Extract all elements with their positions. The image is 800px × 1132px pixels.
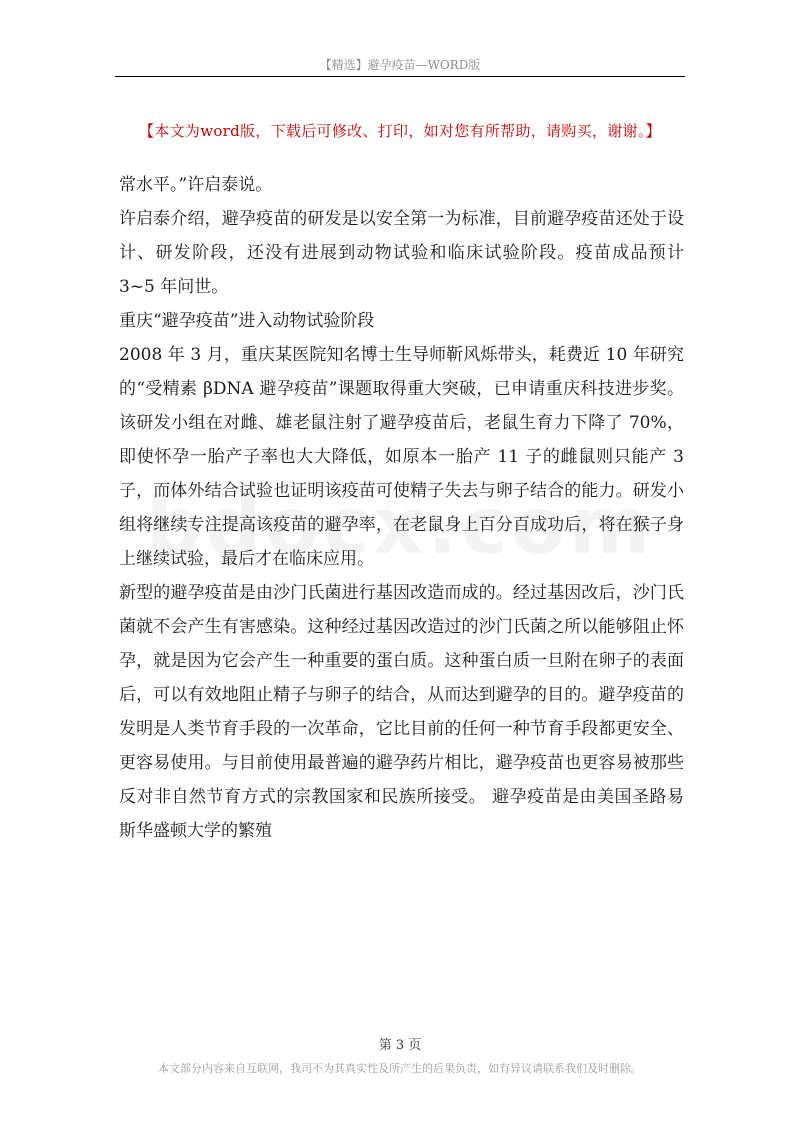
- page-footer: 本文部分内容来自互联网，我司不为其真实性及所产生的后果负责，如有异议请联系我们及时删除。: [158, 1062, 642, 1075]
- section-heading: 重庆“避孕疫苗”进入动物试验阶段: [119, 311, 375, 331]
- page-number: 第 3 页: [378, 1038, 422, 1053]
- purchase-notice: 【本文为word版，下载后可修改、打印，如对您有所帮助，请购买，谢谢。】: [139, 122, 661, 140]
- page-header: 【精选】避孕疫苗—WORD版: [319, 58, 481, 72]
- document-body: [119, 168, 684, 848]
- header-divider: [115, 76, 685, 77]
- paragraph-salmonella-vaccine: 新型的避孕疫苗是由沙门氏菌进行基因改造而成的。经过基因改后，沙门氏菌就不会产生有害感染。这种经过基因改造过的沙门氏菌之所以能够阻止怀孕，就是因为它会产生一种重要的蛋白质。这种蛋白质一旦附在卵子的表面后，可以有效地阻止精子与卵子的结合，从而达到避孕的目的。避孕疫苗的发明是人类节育手段的一次革命，它比目前的任何一种节育手段都更安全、更容易使用。与目前使用最普遍的避孕药片相比，避孕疫苗也更容易被那些反对非自然节育方式的宗教国家和民族所接受。 避孕疫苗是由美国圣路易斯华盛顿大学的繁殖: [119, 583, 684, 841]
- paragraph-quote-end: 常水平。”许启泰说。: [119, 175, 273, 195]
- paragraph-research-intro: 许启泰介绍，避孕疫苗的研发是以安全第一为标准，目前避孕疫苗还处于设计、研发阶段，还没有进展到动物试验和临床试验阶段。疫苗成品预计 3~5 年问世。: [119, 209, 684, 297]
- paragraph-chongqing-study: 2008 年 3 月，重庆某医院知名博士生导师靳风烁带头，耗费近 10 年研究的“受精素 βDNA 避孕疫苗”课题取得重大突破，已申请重庆科技进步奖。该研发小组在对雌、雄老鼠注射了避孕疫苗后，老鼠生育力下降了 70%，即使怀孕一胎产子率也大大降低，如原本一胎产 11 子的雌鼠则只能产 3 子，而体外结合试验也证明该疫苗可使精子失去与卵子结合的能力。研发小组将继续专注提高该疫苗的避孕率，在老鼠身上百分百成功后，将在猴子身上继续试验，最后才在临床应用。: [119, 345, 684, 569]
